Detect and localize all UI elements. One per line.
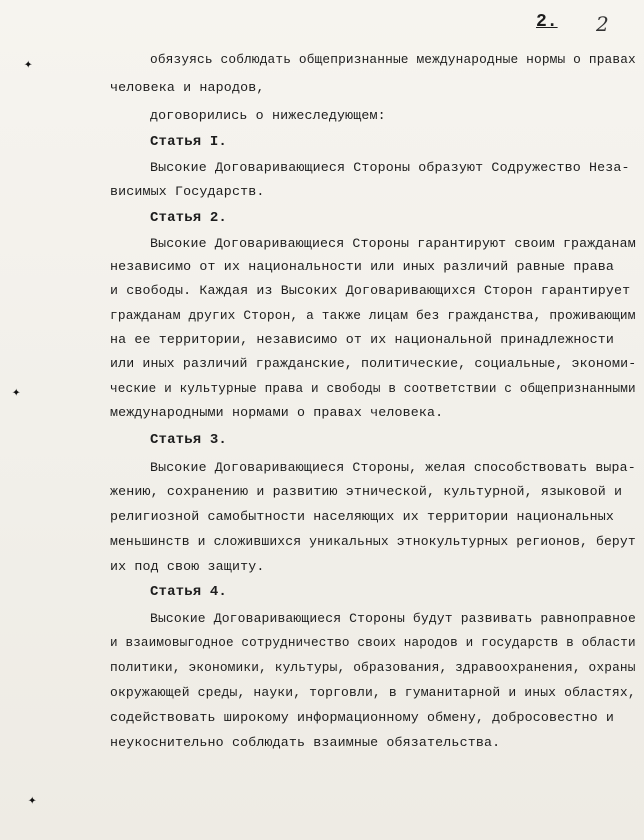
text-line: обязуясь соблюдать общепризнанные международные нормы о правах <box>150 52 636 67</box>
text-line: ческие и культурные права и свободы в соответствии с общепризнанными <box>110 381 636 396</box>
punch-mark-icon: ✦ <box>12 385 21 401</box>
text-line: политики, экономики, культуры, образования, здравоохранения, охраны <box>110 660 636 675</box>
text-line: независимо от их национальности или иных различий равные права <box>110 259 615 274</box>
text-line: на ее территории, независимо от их национальной принадлежности <box>110 332 615 347</box>
text-line: Высокие Договаривающиеся Стороны образуют Содружество Неза- <box>150 160 630 175</box>
text-line: гражданам других Сторон, а также лицам без гражданства, проживающим <box>110 308 636 323</box>
text-line: религиозной самобытности населяющих их территории национальных <box>110 509 615 524</box>
article-heading: Статья I. <box>150 134 227 150</box>
text-line: неукоснительно соблюдать взаимные обязательства. <box>110 735 501 750</box>
text-line: содействовать широкому информационному обмену, добросовестно и <box>110 710 615 725</box>
text-line: висимых Государств. <box>110 184 265 199</box>
text-line: и взаимовыгодное сотрудничество своих народов и государств в области <box>110 635 636 650</box>
text-line: и свободы. Каждая из Высоких Договаривающихся Сторон гарантирует <box>110 283 631 298</box>
text-line: Высокие Договаривающиеся Стороны гарантируют своим гражданам <box>150 236 636 251</box>
punch-mark-icon: ✦ <box>24 57 33 73</box>
text-line: международными нормами о правах человека. <box>110 405 444 420</box>
text-line: договорились о нижеследующем: <box>150 108 386 123</box>
text-line: Высокие Договаривающиеся Стороны, желая способствовать выра- <box>150 460 636 475</box>
text-line: или иных различий гражданские, политические, социальные, экономи- <box>110 356 637 371</box>
page-number: 2. <box>536 12 558 32</box>
text-line: человека и народов, <box>110 80 265 95</box>
handwritten-mark: 2 <box>596 12 609 36</box>
text-line: Высокие Договаривающиеся Стороны будут развивать равноправное <box>150 611 636 626</box>
article-heading: Статья 2. <box>150 210 227 226</box>
punch-mark-icon: ✦ <box>28 793 37 809</box>
article-heading: Статья 3. <box>150 432 227 448</box>
article-heading: Статья 4. <box>150 584 227 600</box>
text-line: окружающей среды, науки, торговли, в гуманитарной и иных областях, <box>110 685 636 700</box>
text-line: их под свою защиту. <box>110 559 265 574</box>
text-line: жению, сохранению и развитию этнической, культурной, языковой и <box>110 484 623 499</box>
text-line: меньшинств и сложившихся уникальных этнокультурных регионов, берут <box>110 534 636 549</box>
